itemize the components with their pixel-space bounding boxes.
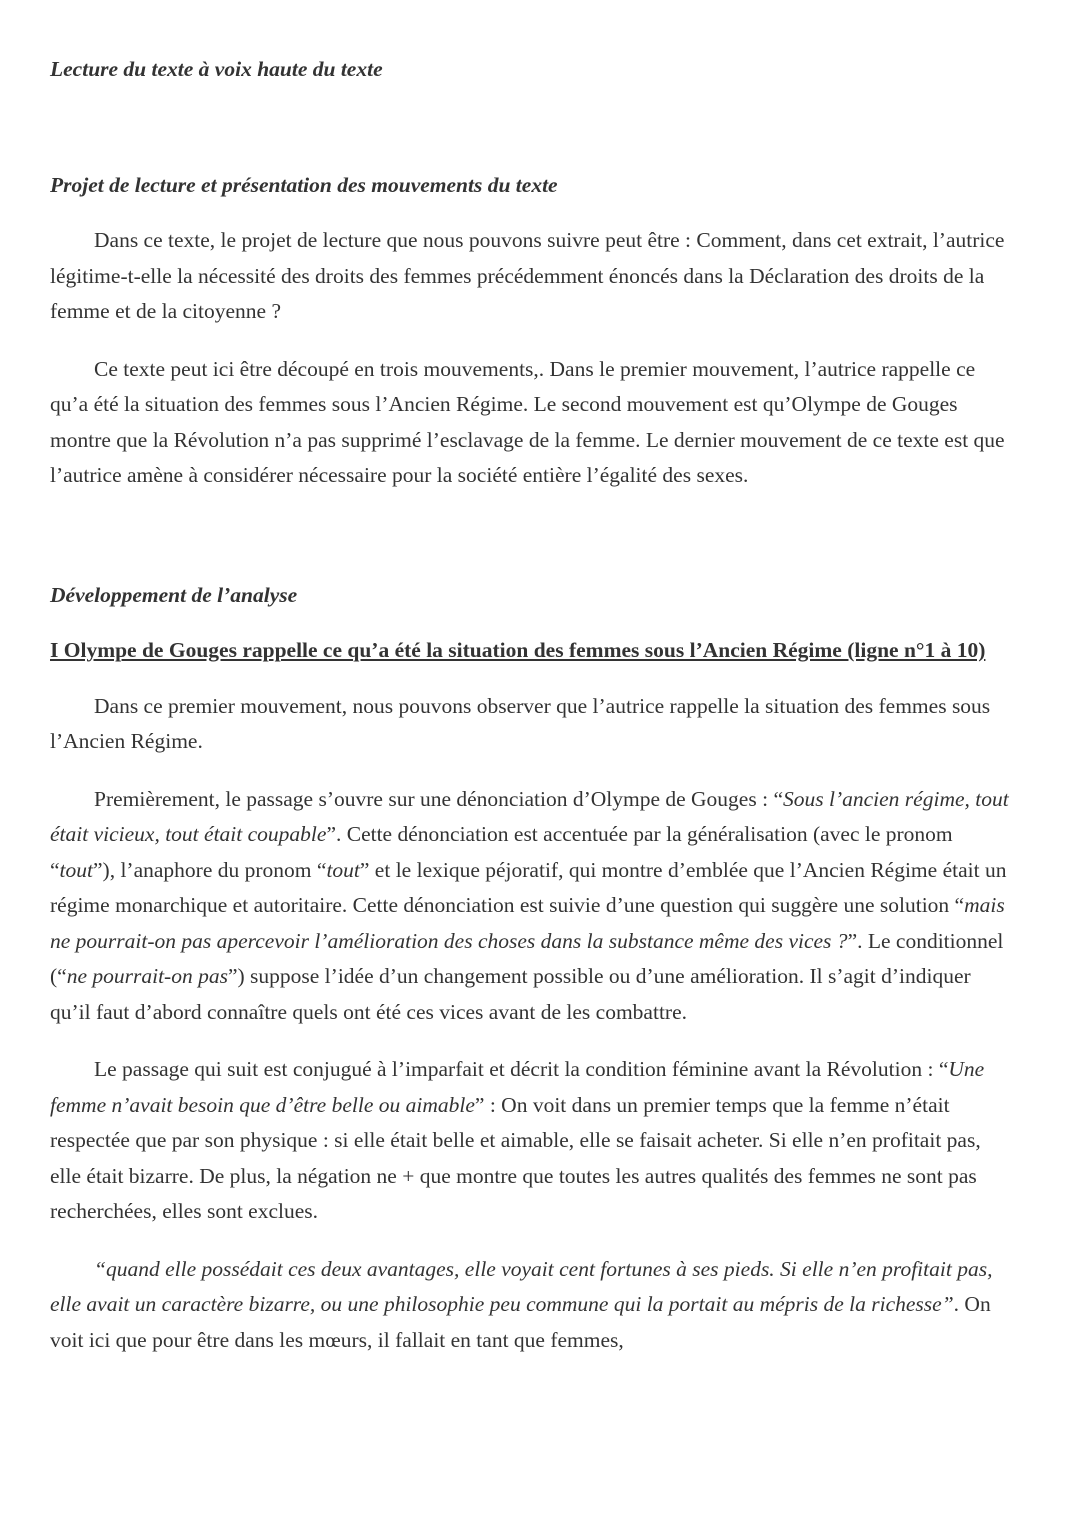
quote-text: ne pourrait-on pas — [66, 964, 228, 988]
paragraph — [50, 1252, 1014, 1359]
quote-text: Sous l’ancien régime, tout était vicieux, tout était coupable — [50, 786, 1009, 846]
heading-reading: Lecture du texte à voix haute du texte — [50, 57, 383, 81]
quote-text: “quand elle possédait ces deux avantages, elle voyait cent fortunes à ses pieds. Si elle n’en profitait pas, elle avait un caractère bizarre, ou une philosophie peu commune qui la portait au mépris de la richesse” — [50, 1256, 993, 1316]
text-segment: Le passage qui suit est conjugué à l’imparfait et décrit la condition féminine avant la Révolution : “ — [94, 1057, 949, 1081]
section-project — [50, 223, 1014, 494]
text-segment: Dans ce premier mouvement, nous pouvons observer que l’autrice rappelle la situation des femmes sous l’Ancien Régime. — [50, 693, 991, 753]
paragraph — [50, 352, 1014, 494]
text-segment: ”. Le conditionnel (“ — [50, 928, 1004, 988]
text-segment: Ce texte peut ici être découpé en trois mouvements,. Dans le premier mouvement, l’autrice rappelle ce qu’a été la situation des femmes sous l’Ancien Régime. Le second mouvement est qu’Olympe de Gouges montre que la Révolution n’a pas supprimé l’esclavage de la femme. Le dernier mouvement de ce texte est que l’autrice amène à considérer nécessaire pour la société entière l’égalité des sexes. — [50, 356, 1005, 487]
subheading-part1: I Olympe de Gouges rappelle ce qu’a été la situation des femmes sous l’Ancien Régime (ligne n°1 à 10) — [50, 638, 986, 662]
paragraph — [50, 689, 1014, 760]
paragraph — [50, 1052, 1014, 1230]
section-part1 — [50, 689, 1014, 1359]
text-segment: . On voit ici que pour être dans les mœurs, il fallait en tant que femmes, — [50, 1292, 991, 1352]
text-segment: Premièrement, le passage s’ouvre sur une dénonciation d’Olympe de Gouges : “ — [94, 786, 783, 811]
text-segment: ” : On voit dans un premier temps que la femme n’était respectée que par son physique : si elle était belle et aimable, elle se faisait acheter. Si elle n’en profitait pas, elle était bizarre. De plus, la négation ne + que montre que toutes les autres qualités des femmes ne sont pas recherchées, elles sont exclues. — [50, 1092, 981, 1223]
heading-project: Projet de lecture et présentation des mouvements du texte — [50, 172, 558, 197]
heading-development: Développement de l’analyse — [50, 582, 298, 607]
text-segment: ” et le lexique péjoratif, qui montre d’emblée que l’Ancien Régime était un régime monarchique et autoritaire. Cette dénonciation est suivie d’une question qui suggère une solution “ — [50, 857, 1007, 917]
text-segment: Dans ce texte, le projet de lecture que nous pouvons suivre peut être : Comment, dans cet extrait, l’autrice légitime-t-elle la nécessité des droits des femmes précédemment énoncés dans la Déclaration des droits de la femme et de la citoyenne ? — [50, 228, 1005, 323]
paragraph — [50, 782, 1014, 1031]
quote-text: mais ne pourrait-on pas apercevoir l’amélioration des choses dans la substance même des vices ? — [50, 893, 1005, 953]
text-segment: ”) suppose l’idée d’un changement possible ou d’une amélioration. Il s’agit d’indiquer qu’il faut d’abord connaître quels ont été ces vices avant de les combattre. — [50, 964, 971, 1024]
quote-text: tout — [59, 857, 93, 882]
paragraph — [50, 223, 1014, 330]
text-segment: ”. Cette dénonciation est accentuée par la généralisation (avec le pronom “ — [50, 822, 953, 882]
text-segment: ”), l’anaphore du pronom “ — [93, 857, 327, 882]
quote-text: Une femme n’avait besoin que d’être belle ou aimable — [50, 1057, 985, 1117]
quote-text: tout — [326, 857, 360, 882]
